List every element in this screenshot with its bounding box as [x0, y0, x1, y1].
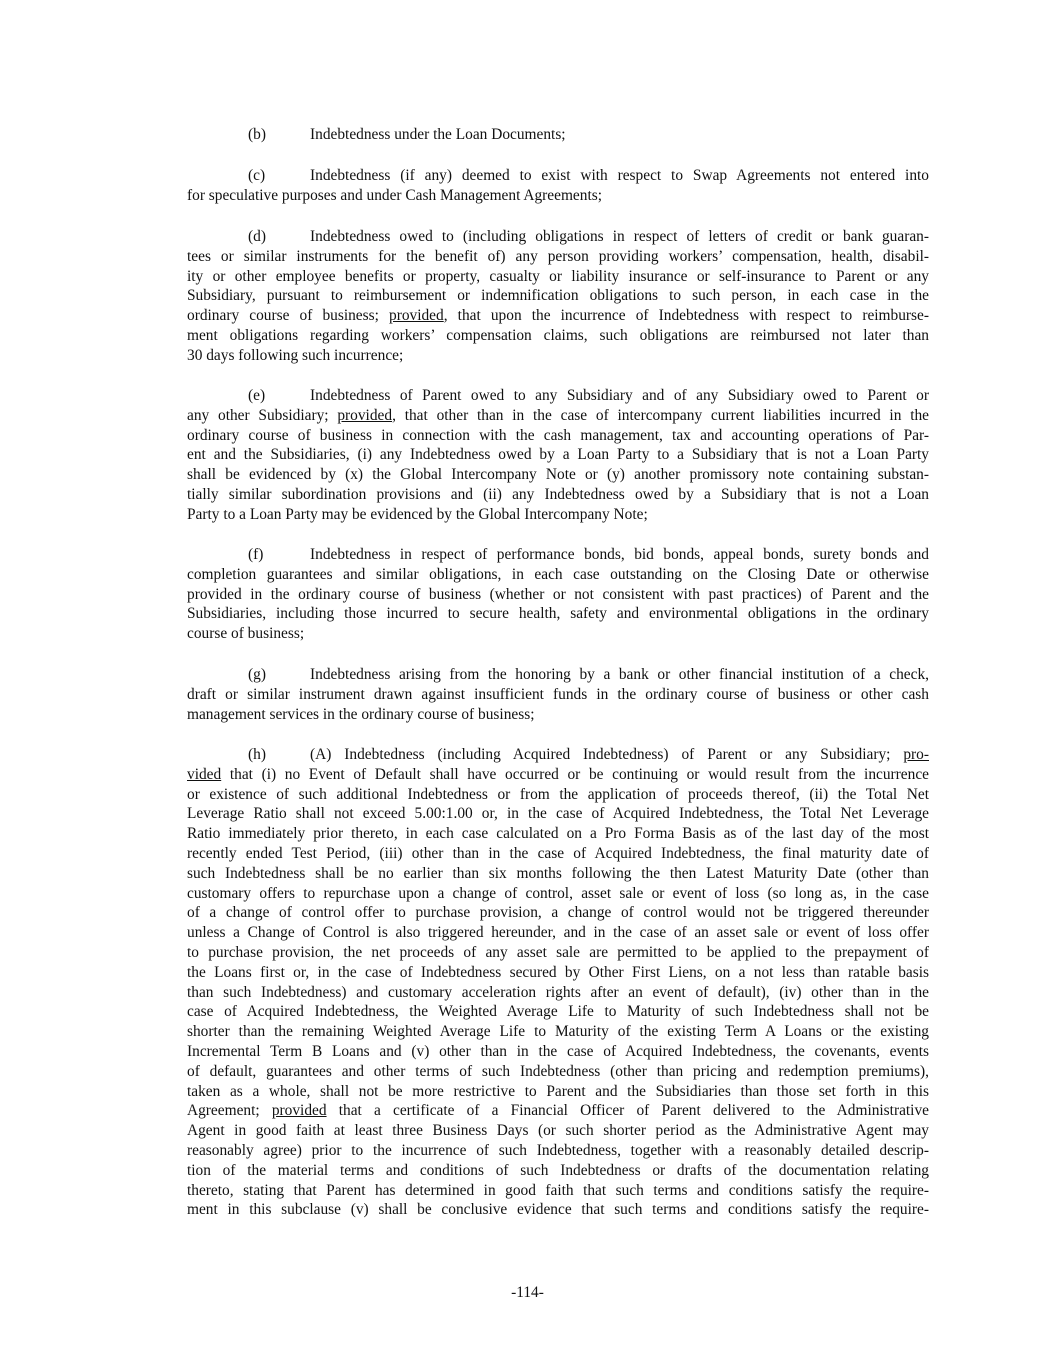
paragraph-c [187, 166, 929, 206]
page-number: -114- [511, 1284, 544, 1301]
paragraph-text: 30 days following such incurrence; [187, 346, 404, 364]
paragraph-text: , that upon the incurrence of Indebtedness with respect to reimburse- [443, 307, 929, 325]
paragraph-text: Indebtedness (if any) deemed to exist with respect to Swap Agreements not entered into [310, 167, 929, 184]
paragraph-text: Subsidiary, pursuant to reimbursement or indemnification obligations to such person, in each case in the [187, 287, 929, 305]
paragraph-text: tees or similar instruments for the benefit of) any person providing workers’ compensation, health, disabil- [187, 247, 929, 265]
paragraph-text: such Indebtedness shall be no earlier than six months following the then Latest Maturity Date (other than [187, 864, 929, 882]
paragraph-text: shall be evidenced by (x) the Global Intercompany Note or (y) another promissory note containing substan- [187, 466, 929, 484]
paragraph-e [187, 386, 929, 525]
paragraph-text: , that other than in the case of intercompany current liabilities incurred in the [392, 406, 929, 424]
paragraph-text: (A) Indebtedness (including Acquired Indebtedness) of Parent or any Subsidiary; [310, 746, 904, 763]
paragraph-label: (e) [248, 387, 266, 404]
paragraph-text: tion of the material terms and conditions of such Indebtedness or drafts of the documentation relating [187, 1161, 929, 1179]
paragraph-text: of default, guarantees and other terms of such Indebtedness (other than pricing and redemption premiums), [187, 1062, 929, 1080]
paragraph-text: Indebtedness of Parent owed to any Subsidiary and of any Subsidiary owed to Parent or [310, 387, 929, 404]
paragraph-text: Indebtedness in respect of performance bonds, bid bonds, appeal bonds, surety bonds and [310, 546, 929, 563]
paragraph-label: (h) [248, 746, 266, 763]
paragraph-text: Ratio immediately prior thereto, in each case calculated on a Pro Forma Basis as of the last day of the most [187, 825, 929, 843]
provided-term: provided [337, 406, 393, 424]
paragraph-h [187, 745, 929, 1220]
provided-term: vided [187, 765, 222, 783]
paragraph-text: of a change of control offer to purchase provision, a change of control would not be triggered thereunder [187, 904, 929, 922]
paragraph-text: Agreement; [187, 1102, 272, 1120]
paragraph-text: taken as a whole, shall not be more restrictive to Parent and the Subsidiaries than those set forth in this [187, 1082, 929, 1100]
paragraph-text: Leverage Ratio shall not exceed 5.00:1.00 or, in the case of Acquired Indebtedness, the Total Net Leverage [187, 805, 929, 823]
paragraph-label: (f) [248, 546, 264, 563]
paragraph-text: to purchase provision, the net proceeds of any asset sale are permitted to be applied to the prepayment of [187, 943, 929, 961]
paragraph-text: unless a Change of Control is also triggered hereunder, and in the case of an asset sale or event of loss offer [187, 924, 929, 942]
paragraph-text: recently ended Test Period, (iii) other than in the case of Acquired Indebtedness, the final maturity date of [187, 844, 929, 862]
paragraph-d [187, 227, 929, 366]
paragraph-text: Subsidiaries, including those incurred to secure health, safety and environmental obligations in the ordinary [187, 605, 929, 623]
paragraph-text: the Loans first or, in the case of Indebtedness secured by Other First Liens, on a not less than ratable basis [187, 963, 929, 981]
paragraph-text: shorter than the remaining Weighted Average Life to Maturity of the existing Term A Loans or the existing [187, 1023, 929, 1041]
paragraph-text: ity or other employee benefits or property, casualty or liability insurance or self-insurance to Parent or any [187, 267, 929, 285]
paragraph-f [187, 545, 929, 644]
paragraph-text: tially similar subordination provisions and (ii) any Indebtedness owed by a Subsidiary that is not a Loan [187, 485, 929, 503]
paragraph-text: course of business; [187, 625, 305, 643]
provided-term: provided [389, 307, 444, 325]
paragraph-text: ordinary course of business; [187, 307, 389, 325]
paragraph-text: that (i) no Event of Default shall have occurred or be continuing or would result from the incurrence [221, 765, 929, 783]
paragraph-text: completion guarantees and similar obligations, in each case outstanding on the Closing Date or otherwise [187, 565, 929, 583]
paragraph-text: any other Subsidiary; [187, 406, 338, 424]
provided-term: pro- [903, 746, 929, 763]
paragraph-text: draft or similar instrument drawn against insufficient funds in the ordinary course of business or other cash [187, 685, 929, 703]
paragraph-text: provided in the ordinary course of business (whether or not consistent with past practices) of Parent and the [187, 585, 929, 603]
paragraph-text: case of Acquired Indebtedness, the Weighted Average Life to Maturity of such Indebtedness shall not be [187, 1003, 929, 1021]
paragraph-text: than such Indebtedness) and customary acceleration rights after an event of default), (iv) other than in the [187, 983, 929, 1001]
paragraph-label: (b) [248, 126, 266, 143]
paragraph-label: (g) [248, 666, 266, 683]
paragraph-text: Agent in good faith at least three Business Days (or such shorter period as the Administrative Agent may [187, 1122, 929, 1140]
paragraph-text: Indebtedness arising from the honoring by a bank or other financial institution of a check, [310, 666, 929, 683]
paragraph-text: ent and the Subsidiaries, (i) any Indebtedness owed by a Loan Party to a Subsidiary that is not a Loan Party [187, 446, 929, 464]
paragraph-text: customary offers to repurchase upon a change of control, asset sale or event of loss (so long as, in the case [187, 884, 929, 902]
paragraph-text: or existence of such additional Indebtedness or from the application of proceeds thereof, (ii) the Total Net [187, 785, 929, 803]
paragraph-b [187, 125, 929, 145]
paragraph-label: (c) [248, 167, 266, 184]
paragraph-text: Indebtedness owed to (including obligations in respect of letters of credit or bank guaran- [310, 228, 929, 245]
paragraph-text: ment in this subclause (v) shall be conclusive evidence that such terms and conditions satisfy the require- [187, 1201, 929, 1219]
paragraph-text: that a certificate of a Financial Officer of Parent delivered to the Administrative [326, 1102, 929, 1120]
paragraph-text: Indebtedness under the Loan Documents; [310, 126, 566, 143]
paragraph-g [187, 665, 929, 724]
paragraph-label: (d) [248, 228, 266, 245]
provided-term: provided [271, 1102, 327, 1120]
paragraph-text: for speculative purposes and under Cash Management Agreements; [187, 186, 602, 204]
paragraph-text: reasonably agree) prior to the incurrence of such Indebtedness, together with a reasonably detailed descrip- [187, 1141, 929, 1159]
paragraph-text: Incremental Term B Loans and (v) other than in the case of Acquired Indebtedness, the covenants, events [187, 1042, 929, 1060]
paragraph-text: thereto, stating that Parent has determined in good faith that such terms and conditions satisfy the require- [187, 1181, 929, 1199]
paragraph-text: Party to a Loan Party may be evidenced by the Global Intercompany Note; [187, 505, 648, 523]
paragraph-text: management services in the ordinary course of business; [187, 705, 535, 723]
paragraph-text: ment obligations regarding workers’ compensation claims, such obligations are reimbursed not later than [187, 326, 929, 344]
paragraph-text: ordinary course of business in connection with the cash management, tax and accounting operations of Par- [187, 426, 929, 444]
